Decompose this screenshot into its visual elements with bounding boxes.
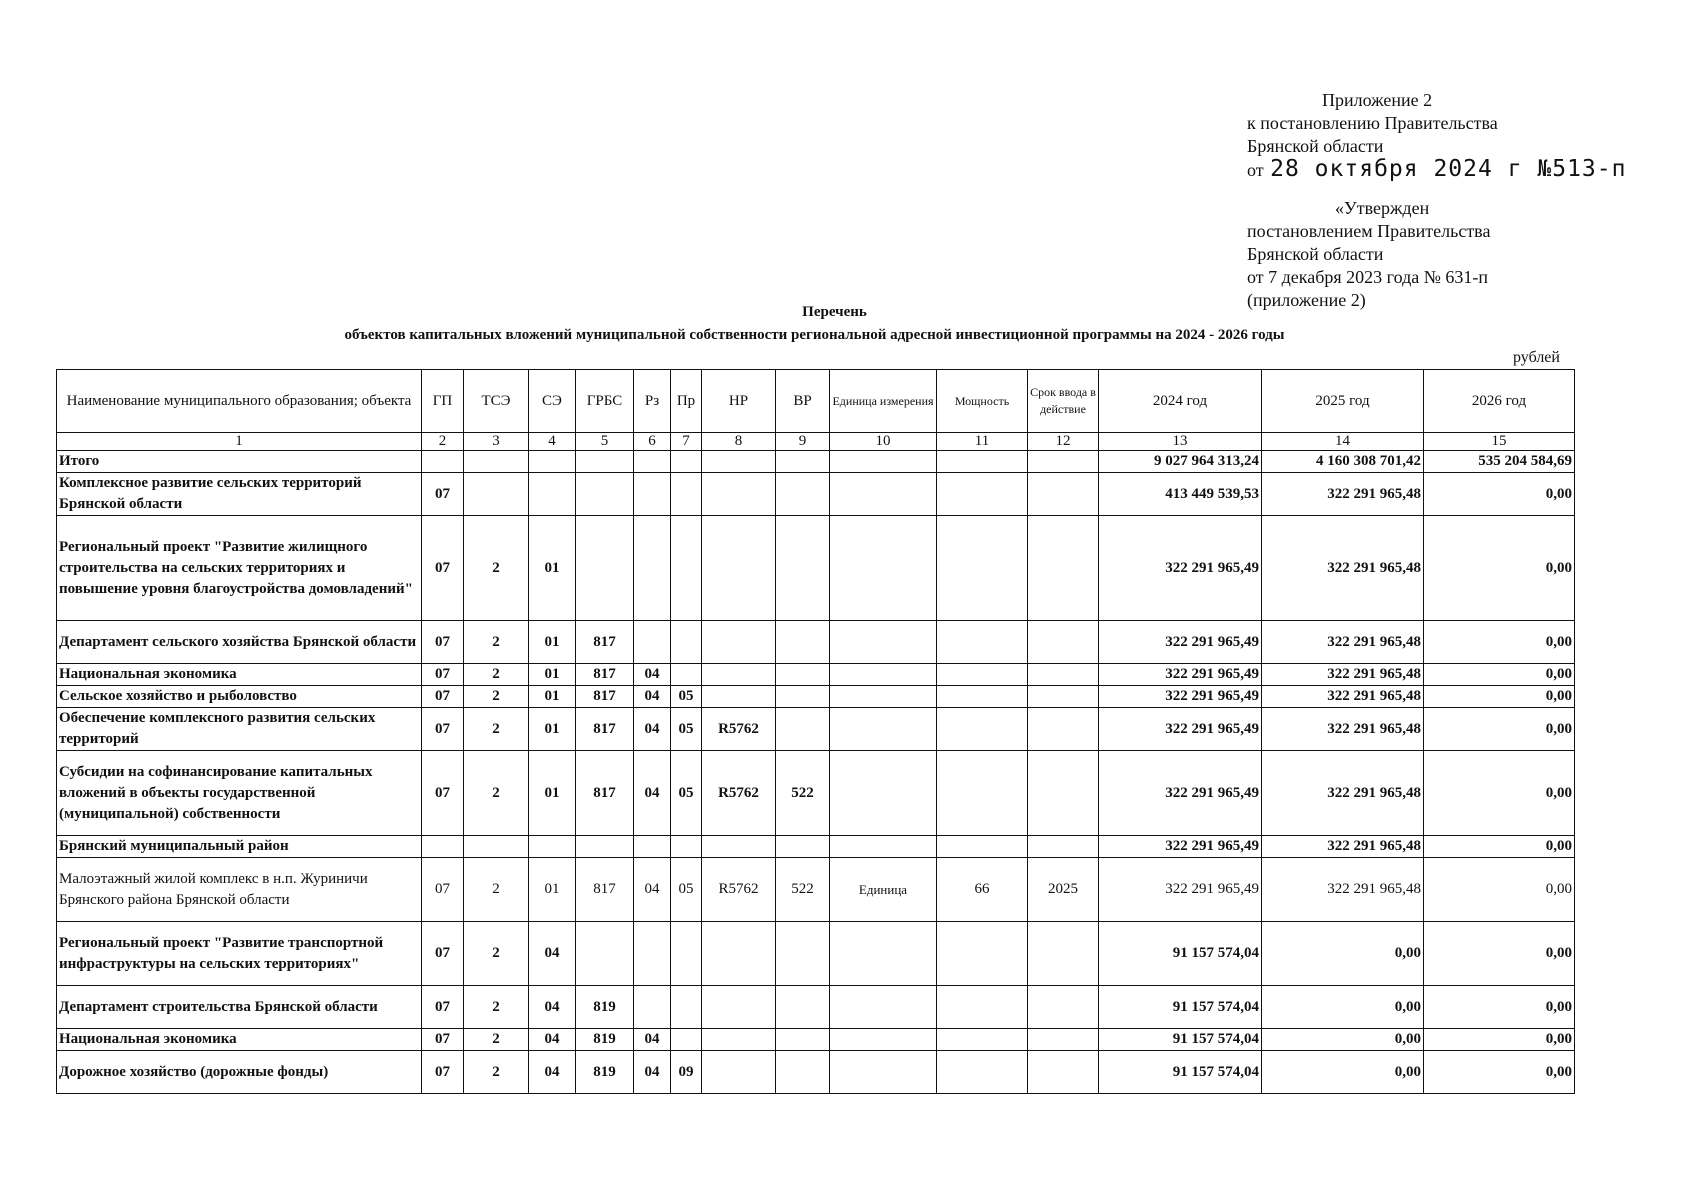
cell-y2024: 91 157 574,04: [1099, 1051, 1262, 1094]
table-row: [57, 922, 1575, 986]
cell-pr: [671, 1029, 702, 1051]
cell-se: 01: [529, 858, 576, 922]
cell-y2024: 322 291 965,49: [1099, 686, 1262, 708]
cell-y2026: 0,00: [1424, 708, 1575, 751]
approved-line: от 7 декабря 2023 года № 631-п: [1247, 267, 1489, 287]
cell-nr: [702, 451, 776, 473]
cell-vr: 522: [776, 751, 830, 836]
cell-se: 01: [529, 751, 576, 836]
cell-gp: 07: [422, 1029, 464, 1051]
cell-capacity: [937, 621, 1028, 664]
cell-rz: [634, 516, 671, 621]
cell-capacity: [937, 516, 1028, 621]
appendix-handwritten-date: 28 октября 2024 г №513-п: [1270, 156, 1627, 182]
cell-srok: [1028, 686, 1099, 708]
cell-tse: 2: [464, 751, 529, 836]
cell-y2026: 0,00: [1424, 516, 1575, 621]
cell-rz: 04: [634, 1029, 671, 1051]
cell-nr: R5762: [702, 708, 776, 751]
cell-capacity: [937, 1029, 1028, 1051]
appendix-line: Брянской области: [1247, 136, 1384, 156]
cell-se: 01: [529, 516, 576, 621]
cell-tse: [464, 836, 529, 858]
cell-y2024: 322 291 965,49: [1099, 751, 1262, 836]
cell-pr: [671, 836, 702, 858]
cell-se: 01: [529, 708, 576, 751]
column-header-rz: Рз: [634, 370, 671, 433]
cell-y2024: 322 291 965,49: [1099, 664, 1262, 686]
cell-capacity: [937, 473, 1028, 516]
cell-gp: [422, 451, 464, 473]
appendix-line: к постановлению Правительства: [1247, 113, 1498, 133]
cell-grbs: 819: [576, 1029, 634, 1051]
cell-y2026: 0,00: [1424, 836, 1575, 858]
column-number-cell: 1: [57, 433, 422, 451]
cell-unit: [830, 473, 937, 516]
table-row: [57, 858, 1575, 922]
cell-y2025: 322 291 965,48: [1262, 516, 1424, 621]
cell-nr: [702, 664, 776, 686]
cell-srok: [1028, 664, 1099, 686]
approved-line: (приложение 2): [1247, 290, 1366, 310]
cell-rz: [634, 473, 671, 516]
cell-tse: 2: [464, 686, 529, 708]
cell-vr: 522: [776, 858, 830, 922]
column-number-cell: 13: [1099, 433, 1262, 451]
cell-y2026: 0,00: [1424, 621, 1575, 664]
cell-rz: 04: [634, 686, 671, 708]
cell-se: 04: [529, 1029, 576, 1051]
column-number-cell: 4: [529, 433, 576, 451]
cell-pr: 05: [671, 708, 702, 751]
cell-rz: 04: [634, 664, 671, 686]
cell-y2025: 322 291 965,48: [1262, 473, 1424, 516]
column-header-pr: Пр: [671, 370, 702, 433]
column-header-nr: НР: [702, 370, 776, 433]
column-number-cell: 15: [1424, 433, 1575, 451]
document-title: Перечень: [802, 304, 867, 320]
column-number-cell: 11: [937, 433, 1028, 451]
column-number-cell: 5: [576, 433, 634, 451]
table-row: [57, 1051, 1575, 1094]
cell-tse: 2: [464, 516, 529, 621]
cell-se: 04: [529, 1051, 576, 1094]
cell-srok: [1028, 836, 1099, 858]
table-row: [57, 751, 1575, 836]
cell-grbs: 819: [576, 986, 634, 1029]
cell-name: Сельское хозяйство и рыболовство: [57, 686, 422, 708]
cell-name: Итого: [57, 451, 422, 473]
column-header-2024: 2024 год: [1099, 370, 1262, 433]
cell-srok: [1028, 1029, 1099, 1051]
cell-nr: R5762: [702, 858, 776, 922]
cell-gp: 07: [422, 858, 464, 922]
cell-name: Обеспечение комплексного развития сельских территорий: [57, 708, 422, 751]
cell-grbs: [576, 516, 634, 621]
cell-pr: [671, 621, 702, 664]
cell-vr: [776, 686, 830, 708]
column-number-cell: 8: [702, 433, 776, 451]
cell-gp: 07: [422, 922, 464, 986]
cell-vr: [776, 1051, 830, 1094]
cell-y2024: 91 157 574,04: [1099, 922, 1262, 986]
cell-se: 01: [529, 664, 576, 686]
cell-grbs: 817: [576, 751, 634, 836]
cell-tse: [464, 451, 529, 473]
cell-srok: 2025: [1028, 858, 1099, 922]
cell-vr: [776, 621, 830, 664]
cell-pr: [671, 664, 702, 686]
cell-unit: [830, 686, 937, 708]
cell-gp: 07: [422, 664, 464, 686]
cell-vr: [776, 708, 830, 751]
cell-y2026: 0,00: [1424, 751, 1575, 836]
table-row: [57, 686, 1575, 708]
cell-srok: [1028, 986, 1099, 1029]
cell-nr: [702, 1029, 776, 1051]
cell-y2024: 322 291 965,49: [1099, 708, 1262, 751]
cell-nr: [702, 473, 776, 516]
cell-name: Департамент сельского хозяйства Брянской области: [57, 621, 422, 664]
cell-se: [529, 836, 576, 858]
table-row: [57, 473, 1575, 516]
cell-tse: [464, 473, 529, 516]
cell-se: 04: [529, 922, 576, 986]
cell-y2024: 322 291 965,49: [1099, 621, 1262, 664]
cell-rz: [634, 986, 671, 1029]
cell-vr: [776, 836, 830, 858]
cell-vr: [776, 1029, 830, 1051]
table-row: [57, 621, 1575, 664]
cell-y2025: 4 160 308 701,42: [1262, 451, 1424, 473]
cell-nr: [702, 516, 776, 621]
cell-y2024: 413 449 539,53: [1099, 473, 1262, 516]
cell-capacity: [937, 922, 1028, 986]
cell-unit: [830, 621, 937, 664]
cell-y2026: 0,00: [1424, 858, 1575, 922]
cell-name: Национальная экономика: [57, 1029, 422, 1051]
cell-y2024: 91 157 574,04: [1099, 1029, 1262, 1051]
column-header-grbs: ГРБС: [576, 370, 634, 433]
cell-tse: 2: [464, 1029, 529, 1051]
cell-name: Национальная экономика: [57, 664, 422, 686]
cell-rz: [634, 836, 671, 858]
units-label: рублей: [1513, 349, 1560, 366]
cell-capacity: [937, 986, 1028, 1029]
cell-y2025: 0,00: [1262, 1029, 1424, 1051]
cell-se: 04: [529, 986, 576, 1029]
cell-grbs: [576, 451, 634, 473]
column-header-se: СЭ: [529, 370, 576, 433]
cell-capacity: 66: [937, 858, 1028, 922]
cell-y2025: 322 291 965,48: [1262, 708, 1424, 751]
cell-gp: 07: [422, 686, 464, 708]
table-row: [57, 516, 1575, 621]
cell-gp: 07: [422, 708, 464, 751]
cell-tse: 2: [464, 708, 529, 751]
cell-nr: [702, 986, 776, 1029]
cell-srok: [1028, 708, 1099, 751]
investment-table: [56, 369, 1575, 1094]
cell-y2025: 0,00: [1262, 922, 1424, 986]
cell-y2026: 0,00: [1424, 473, 1575, 516]
cell-capacity: [937, 708, 1028, 751]
table-row: [57, 836, 1575, 858]
cell-vr: [776, 451, 830, 473]
cell-pr: [671, 473, 702, 516]
cell-y2025: 322 291 965,48: [1262, 858, 1424, 922]
cell-se: [529, 473, 576, 516]
cell-capacity: [937, 836, 1028, 858]
column-header-vr: ВР: [776, 370, 830, 433]
cell-unit: [830, 708, 937, 751]
cell-name: Региональный проект "Развитие жилищного строительства на сельских территориях и повышение уровня благоустройства домовладений": [57, 516, 422, 621]
cell-name: Дорожное хозяйство (дорожные фонды): [57, 1051, 422, 1094]
column-header-2025: 2025 год: [1262, 370, 1424, 433]
cell-gp: 07: [422, 621, 464, 664]
cell-unit: [830, 1051, 937, 1094]
cell-rz: [634, 451, 671, 473]
cell-pr: 05: [671, 858, 702, 922]
cell-srok: [1028, 516, 1099, 621]
cell-nr: [702, 836, 776, 858]
cell-y2026: 0,00: [1424, 1051, 1575, 1094]
cell-nr: [702, 621, 776, 664]
cell-pr: [671, 451, 702, 473]
cell-capacity: [937, 751, 1028, 836]
cell-y2026: 0,00: [1424, 1029, 1575, 1051]
table-row: [57, 451, 1575, 473]
cell-gp: 07: [422, 1051, 464, 1094]
cell-unit: [830, 836, 937, 858]
cell-grbs: 817: [576, 686, 634, 708]
cell-nr: R5762: [702, 751, 776, 836]
cell-y2026: 0,00: [1424, 986, 1575, 1029]
cell-srok: [1028, 1051, 1099, 1094]
cell-tse: 2: [464, 858, 529, 922]
cell-pr: 09: [671, 1051, 702, 1094]
table-header-row: [57, 370, 1575, 433]
cell-y2025: 322 291 965,48: [1262, 664, 1424, 686]
approved-title: «Утвержден: [1335, 198, 1430, 218]
cell-grbs: [576, 922, 634, 986]
cell-pr: [671, 986, 702, 1029]
cell-srok: [1028, 451, 1099, 473]
cell-rz: 04: [634, 708, 671, 751]
cell-srok: [1028, 922, 1099, 986]
cell-gp: 07: [422, 986, 464, 1029]
column-number-cell: 9: [776, 433, 830, 451]
column-header-name: Наименование муниципального образования; объекта: [57, 370, 422, 433]
cell-unit: [830, 986, 937, 1029]
column-number-cell: 2: [422, 433, 464, 451]
cell-grbs: [576, 473, 634, 516]
cell-se: 01: [529, 686, 576, 708]
cell-grbs: 817: [576, 621, 634, 664]
cell-y2024: 322 291 965,49: [1099, 836, 1262, 858]
cell-y2024: 322 291 965,49: [1099, 516, 1262, 621]
cell-pr: 05: [671, 751, 702, 836]
cell-y2025: 322 291 965,48: [1262, 751, 1424, 836]
cell-gp: 07: [422, 751, 464, 836]
cell-rz: 04: [634, 751, 671, 836]
cell-vr: [776, 473, 830, 516]
cell-name: Департамент строительства Брянской области: [57, 986, 422, 1029]
cell-rz: [634, 922, 671, 986]
cell-name: Субсидии на софинансирование капитальных вложений в объекты государственной (муниципальной) собственности: [57, 751, 422, 836]
column-header-capacity: Мощность: [937, 370, 1028, 433]
cell-y2025: 322 291 965,48: [1262, 836, 1424, 858]
appendix-block: [1247, 89, 1626, 312]
appendix-date-line: [1247, 158, 1626, 182]
cell-capacity: [937, 686, 1028, 708]
cell-y2025: 0,00: [1262, 986, 1424, 1029]
cell-unit: [830, 516, 937, 621]
cell-unit: [830, 664, 937, 686]
cell-y2026: 0,00: [1424, 686, 1575, 708]
cell-srok: [1028, 621, 1099, 664]
cell-gp: 07: [422, 516, 464, 621]
column-number-cell: 6: [634, 433, 671, 451]
approved-line: постановлением Правительства: [1247, 221, 1491, 241]
cell-name: Малоэтажный жилой комплекс в н.п. Журиничи Брянского района Брянской области: [57, 858, 422, 922]
cell-vr: [776, 664, 830, 686]
column-number-cell: 3: [464, 433, 529, 451]
cell-y2024: 9 027 964 313,24: [1099, 451, 1262, 473]
cell-capacity: [937, 451, 1028, 473]
cell-tse: 2: [464, 986, 529, 1029]
cell-capacity: [937, 664, 1028, 686]
cell-capacity: [937, 1051, 1028, 1094]
cell-tse: 2: [464, 1051, 529, 1094]
cell-vr: [776, 516, 830, 621]
cell-y2025: 322 291 965,48: [1262, 686, 1424, 708]
cell-pr: 05: [671, 686, 702, 708]
cell-srok: [1028, 473, 1099, 516]
cell-vr: [776, 986, 830, 1029]
cell-y2025: 0,00: [1262, 1051, 1424, 1094]
cell-tse: 2: [464, 922, 529, 986]
cell-grbs: 817: [576, 708, 634, 751]
cell-se: [529, 451, 576, 473]
column-header-2026: 2026 год: [1424, 370, 1575, 433]
cell-pr: [671, 922, 702, 986]
approved-line: Брянской области: [1247, 244, 1384, 264]
cell-nr: [702, 922, 776, 986]
table-row: [57, 1029, 1575, 1051]
appendix-title: Приложение 2: [1322, 90, 1433, 110]
cell-unit: [830, 451, 937, 473]
cell-unit: [830, 751, 937, 836]
column-header-srok: Срок ввода в действие: [1028, 370, 1099, 433]
cell-rz: 04: [634, 858, 671, 922]
cell-grbs: 817: [576, 858, 634, 922]
column-number-row: [57, 433, 1575, 451]
table-row: [57, 708, 1575, 751]
cell-se: 01: [529, 621, 576, 664]
cell-tse: 2: [464, 621, 529, 664]
cell-y2025: 322 291 965,48: [1262, 621, 1424, 664]
document-subtitle: объектов капитальных вложений муниципальной собственности региональной адресной инвестиционной программы на 2024 - 2026 годы: [344, 327, 1285, 343]
table-row: [57, 664, 1575, 686]
cell-y2026: 0,00: [1424, 922, 1575, 986]
column-header-tse: ТСЭ: [464, 370, 529, 433]
column-number-cell: 7: [671, 433, 702, 451]
cell-grbs: 817: [576, 664, 634, 686]
cell-tse: 2: [464, 664, 529, 686]
cell-srok: [1028, 751, 1099, 836]
cell-name: Брянский муниципальный район: [57, 836, 422, 858]
cell-nr: [702, 686, 776, 708]
column-number-cell: 14: [1262, 433, 1424, 451]
cell-unit: [830, 1029, 937, 1051]
cell-unit: Единица: [830, 858, 937, 922]
cell-name: Комплексное развитие сельских территорий Брянской области: [57, 473, 422, 516]
cell-pr: [671, 516, 702, 621]
cell-y2026: 535 204 584,69: [1424, 451, 1575, 473]
cell-y2024: 322 291 965,49: [1099, 858, 1262, 922]
cell-vr: [776, 922, 830, 986]
column-header-unit: Единица измерения: [830, 370, 937, 433]
column-number-cell: 12: [1028, 433, 1099, 451]
column-header-gp: ГП: [422, 370, 464, 433]
cell-unit: [830, 922, 937, 986]
table-row: [57, 986, 1575, 1029]
column-number-cell: 10: [830, 433, 937, 451]
cell-grbs: 819: [576, 1051, 634, 1094]
cell-name: Региональный проект "Развитие транспортной инфраструктуры на сельских территориях": [57, 922, 422, 986]
cell-y2026: 0,00: [1424, 664, 1575, 686]
cell-y2024: 91 157 574,04: [1099, 986, 1262, 1029]
cell-grbs: [576, 836, 634, 858]
cell-nr: [702, 1051, 776, 1094]
cell-rz: [634, 621, 671, 664]
cell-rz: 04: [634, 1051, 671, 1094]
appendix-date-prefix: от: [1247, 160, 1264, 180]
cell-gp: [422, 836, 464, 858]
cell-gp: 07: [422, 473, 464, 516]
